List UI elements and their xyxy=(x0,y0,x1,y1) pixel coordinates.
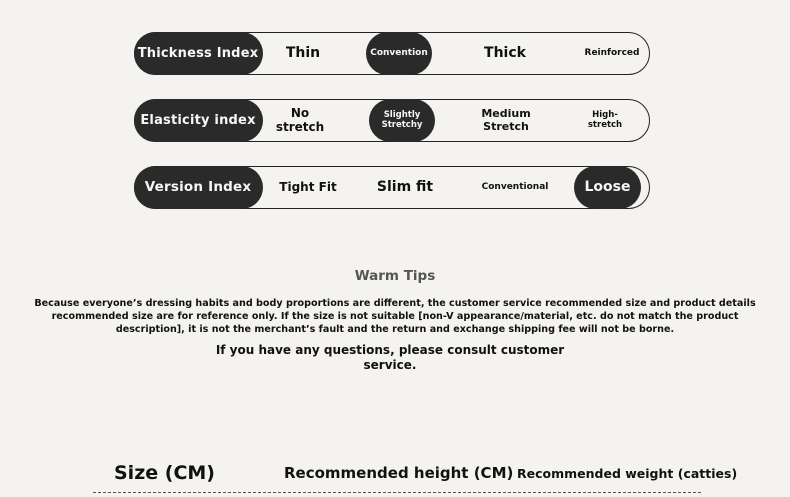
version-option-loose: Loose xyxy=(574,166,641,209)
thickness-option-reinforced: Reinforced xyxy=(584,47,640,58)
elasticity-option-no-stretch xyxy=(265,100,335,140)
high-stretch-text: High-stretch xyxy=(587,109,623,130)
table-header-weight: Recommended weight (catties) xyxy=(517,466,738,481)
elasticity-option-medium-stretch xyxy=(471,100,541,140)
thickness-index-bar xyxy=(134,32,650,75)
thickness-option-thick: Thick xyxy=(484,44,526,61)
elasticity-option-high-stretch xyxy=(580,100,630,140)
version-index-bar xyxy=(134,166,650,209)
medium-stretch-text: Medium Stretch xyxy=(481,106,531,133)
thickness-option-convention: Convention xyxy=(366,32,432,75)
elasticity-option-slightly-stretchy xyxy=(369,99,435,142)
warm-tips-contact: If you have any questions, please consult customer service. xyxy=(215,343,565,372)
version-option-tight-fit: Tight Fit xyxy=(279,179,337,194)
version-option-slim-fit: Slim fit xyxy=(376,178,434,195)
table-header-height: Recommended height (CM) xyxy=(284,464,514,482)
table-divider xyxy=(93,492,701,493)
table-header-size: Size (CM) xyxy=(114,462,215,484)
no-stretch-text: No stretch xyxy=(275,105,325,134)
elasticity-index-label: Elasticity index xyxy=(134,99,263,142)
slightly-stretchy-text: Slightly Stretchy xyxy=(381,109,423,130)
version-option-conventional: Conventional xyxy=(481,181,549,192)
warm-tips-body: Because everyone’s dressing habits and body proportions are different, the customer service recommended size and product details recommended size are for reference only. If the size is not suitable [non-V appearance/material, etc. do not match the product description], it is not the merchant’s fault and the return and exchange shipping fee will not be borne. xyxy=(34,298,756,335)
warm-tips-title: Warm Tips xyxy=(354,268,436,284)
elasticity-index-bar xyxy=(134,99,650,142)
thickness-index-label: Thickness Index xyxy=(134,32,263,75)
thickness-option-thin: Thin xyxy=(285,44,321,61)
version-index-label: Version Index xyxy=(134,166,263,209)
